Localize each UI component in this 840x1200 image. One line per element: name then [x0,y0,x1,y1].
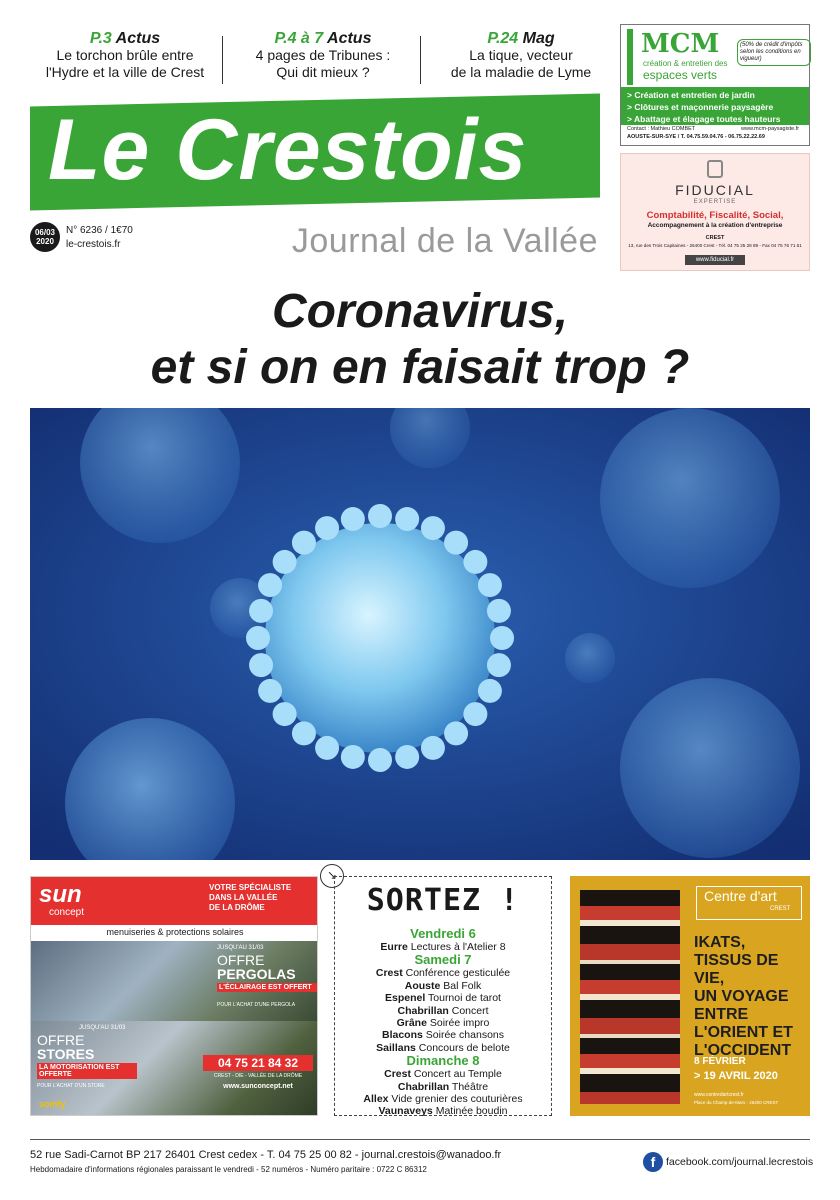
mcm-credit: (50% de crédit d'impôts selon les conditions en vigueur) [737,39,811,66]
date-line: 2020 [36,237,54,246]
fiducial-line: Accompagnement à la création d'entreprise [647,222,783,229]
event-description: Soirée impro [426,1017,490,1030]
event-description: Soirée chansons [422,1029,504,1042]
teaser-line: La tique, vecteur [469,47,573,63]
virus-spike [246,626,270,650]
virus-spike [478,679,502,703]
mcm-web: www.mcm-paysagiste.fr [741,126,800,132]
sun-area: CREST - DIE - VALLÉE DE LA DRÔME [213,1073,303,1079]
teaser-p3[interactable] [40,30,210,81]
ad-centre-art[interactable] [570,876,810,1116]
mcm-service: > Création et entretien de jardin [627,90,755,100]
virus-spike [258,573,282,597]
event-description: Bal Folk [440,979,482,992]
event-description: Théâtre [449,1080,489,1093]
facebook-link[interactable]: facebook.com/journal.lecrestois [666,1156,814,1168]
teaser-line: de la maladie de Lyme [450,64,592,80]
offer-title: OFFRE [217,952,265,968]
agenda-day: Samedi 7 [414,952,472,968]
art-address: Place du Champ-de-Mars - 26400 CREST [694,1100,779,1105]
agenda-event [335,1068,551,1080]
fiducial-city: CREST [705,235,725,241]
fiducial-address: 13, rue des Trois Capitaines - 26400 Crest - Tél. 04 75 25 28 89 - Fax 04 75 76 71 61 [628,243,802,248]
agenda-event [335,1081,551,1093]
teaser-line: Qui dit mieux ? [276,64,370,80]
virus-spike [341,745,365,769]
virus-spike [490,626,514,650]
event-description: Lectures à l'Atelier 8 [407,941,506,953]
teaser-line: Le torchon brûle entre [56,47,194,63]
teaser-p24[interactable] [436,30,606,81]
offer-sub: PERGOLAS [217,966,296,982]
date-badge [30,222,60,252]
date-line: 06/03 [34,228,56,237]
offer-note: POUR L'ACHAT D'UN STORE [37,1083,105,1089]
event-description: Matinée boudin [432,1105,508,1118]
issue-info [66,224,133,252]
ad-mcm[interactable] [620,24,810,146]
fiducial-web[interactable]: www.fiducial.fr [685,255,745,265]
main-headline [0,284,840,396]
virus-spike [273,702,297,726]
virus-spike [368,748,392,772]
virus-spike [341,507,365,531]
virus-spike [368,504,392,528]
virus-spike [249,653,273,677]
footer-address: 52 rue Sadi-Carnot BP 217 26401 Crest cedex - T. 04 75 25 00 82 - journal.crestois@wanadoo.fr [30,1149,502,1161]
agenda-event [335,1029,551,1041]
event-description: Concours de belote [415,1041,510,1054]
event-description: Vide grenier des couturières [388,1093,523,1106]
art-city: CREST [770,906,791,912]
event-description: Conférence gesticulée [402,967,511,980]
mcm-tagline: création & entretien des [643,59,728,68]
art-line: L'OCCIDENT [694,1042,792,1059]
teaser-section: Mag [522,30,555,47]
event-description: Concert au Temple [411,1068,502,1081]
teaser-line: l'Hydre et la ville de Crest [45,64,205,80]
teaser-page: P.4 à 7 [274,30,324,47]
event-town: Aouste [404,979,441,992]
sortez-box [334,876,552,1116]
virus-spike [395,745,419,769]
offer-deal: L'ÉCLAIRAGE EST OFFERT [217,983,317,992]
fiducial-brand: FIDUCIAL [675,182,755,198]
offer-deal: LA MOTORISATION EST OFFERTE [37,1063,137,1079]
offer-note: POUR L'ACHAT D'UNE PERGOLA [217,1002,296,1008]
agenda-event [335,992,551,1004]
agenda-event [335,980,551,992]
mcm-place: AOUSTE-SUR-SYE / T. 04.75.59.04.76 - 06.75.22.22.69 [627,134,765,140]
event-town: Allex [363,1093,389,1106]
sun-phone[interactable]: 04 75 21 84 32 [203,1055,313,1071]
masthead-title: Le Crestois [48,102,528,198]
agenda-event [335,967,551,979]
sun-pitch-line: VOTRE SPÉCIALISTE [209,883,292,892]
mcm-logo: MCM [641,29,720,59]
sun-pitch-line: DANS LA VALLÉE [209,893,278,902]
art-web[interactable]: www.centredartcrest.fr [694,1092,744,1098]
virus-image [30,408,810,860]
art-line: IKATS, [694,934,746,951]
virus-spike [444,531,468,555]
event-town: Crest [384,1068,411,1081]
footer-divider [30,1139,810,1140]
event-town: Grâne [396,1017,427,1030]
art-text [694,934,806,1060]
virus-spike [421,736,445,760]
event-town: Eurre [380,941,408,953]
issue-number: N° 6236 / 1€70 [66,225,133,236]
agenda-day: Vendredi 6 [410,926,476,941]
ad-sunconcept[interactable] [30,876,318,1116]
teaser-section: Actus [327,30,372,47]
art-line: UN VOYAGE [694,988,789,1005]
virus-spike [258,679,282,703]
virus-spike [487,599,511,623]
sun-brand2: concept [49,907,85,918]
website-link[interactable]: le-crestois.fr [66,239,121,250]
sun-brand: sun [39,881,82,908]
offer-small: JUSQU'AU 31/03 [79,1025,126,1031]
virus-spike [292,721,316,745]
ad-fiducial[interactable] [620,153,810,271]
art-date: > 19 AVRIL 2020 [694,1070,778,1082]
agenda-event [335,1005,551,1017]
art-line: ENTRE [694,1006,749,1023]
event-town: Espenel [385,992,426,1005]
virus-spike [315,516,339,540]
teaser-page: P.24 [487,30,519,47]
fiducial-logo-icon [707,160,723,178]
offer-small: JUSQU'AU 31/03 [217,945,264,951]
event-town: Chabrillan [397,1080,450,1093]
agenda-event [335,1105,551,1117]
event-description: Tournoi de tarot [425,992,501,1005]
arrow-icon: ↘ [320,864,344,888]
fiducial-line: Comptabilité, Fiscalité, Social, [646,210,784,221]
agenda-event [335,1017,551,1029]
virus-spike [249,599,273,623]
divider [420,36,421,84]
art-date: 8 FÉVRIER [694,1056,746,1067]
event-town: Blacons [382,1029,423,1042]
sun-pitch-line: DE LA DRÔME [209,903,265,912]
sun-web[interactable]: www.sunconcept.net [223,1083,293,1090]
virus-spike [273,550,297,574]
headline-line: Coronavirus, [271,285,569,338]
virus-spike [315,736,339,760]
sun-strap: menuiseries & protections solaires [106,927,244,937]
sortez-title: SORTEZ ! [366,883,520,918]
mcm-services [621,87,809,125]
divider [222,36,223,84]
mcm-contact: Contact : Mathieu COMBET [627,126,696,132]
virus-spike [395,507,419,531]
teaser-p4[interactable] [238,30,408,81]
event-town: Crest [375,967,403,980]
coronavirus-illustration [30,408,810,860]
agenda-event [335,1093,551,1105]
event-town: Chabrillan [397,1004,449,1017]
teaser-section: Actus [115,30,161,47]
art-line: TISSUS DE VIE, [694,952,779,987]
virus-spike [421,516,445,540]
offer-sub: STORES [37,1046,95,1062]
virus-spike [487,653,511,677]
virus-spike [478,573,502,597]
mcm-service: > Clôtures et maçonnerie paysagère [627,102,774,112]
mcm-tagline: espaces verts [643,68,718,82]
masthead-subtitle: Journal de la Vallée [291,222,598,260]
headline-line: et si on en faisait trop ? [150,341,690,394]
virus-spike [463,550,487,574]
art-line: L'ORIENT ET [694,1024,793,1041]
offer-title: OFFRE [37,1032,85,1048]
event-description: Concert [448,1004,489,1017]
footer-info: Hebdomadaire d'informations régionales paraissant le vendredi - 52 numéros - Numéro paritaire : 0722 C 86312 [30,1165,427,1174]
sun-pitch [209,883,291,913]
mcm-service: > Abattage et élagage toutes hauteurs [627,114,781,124]
sortez-agenda [335,927,551,1118]
event-town: Vaunaveys [378,1105,433,1118]
virus-spike [463,702,487,726]
teaser-page: P.3 [89,30,112,47]
virus-spike [292,531,316,555]
teaser-line: 4 pages de Tribunes : [255,47,391,63]
ikat-fabric-photo [580,890,680,1104]
agenda-day: Dimanche 8 [406,1053,480,1069]
art-title: Centre d'art [704,888,777,904]
fiducial-sub: EXPERTISE [693,199,737,205]
event-town: Saillans [376,1041,416,1054]
ad-accent [627,29,633,85]
facebook-icon[interactable]: f [643,1152,663,1172]
virus-spike [444,721,468,745]
somfy-logo: somfy [39,1099,66,1109]
